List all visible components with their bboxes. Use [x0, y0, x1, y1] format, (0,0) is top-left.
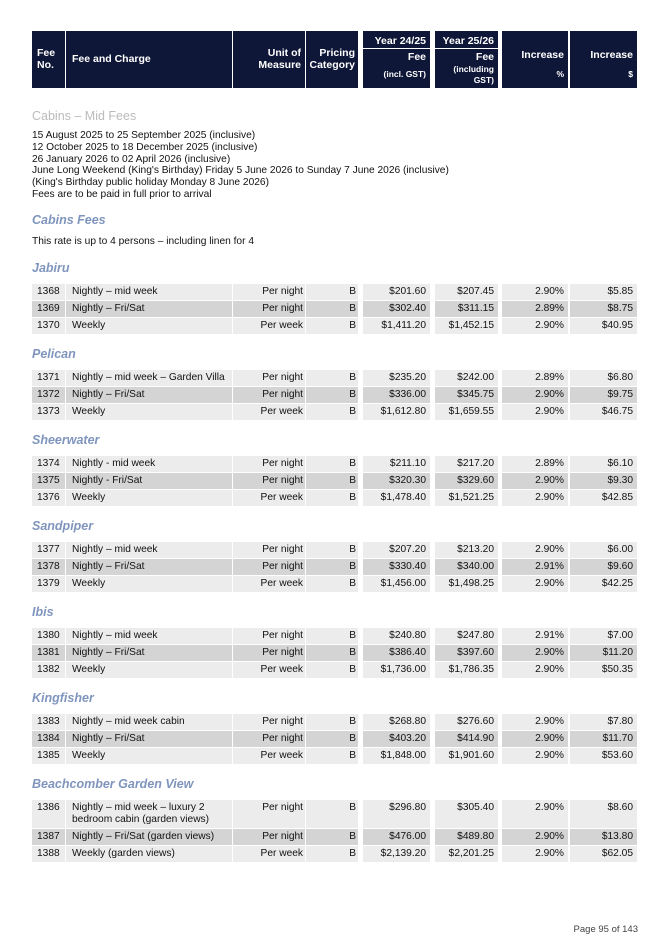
- cell-name: [66, 284, 232, 300]
- header-cell-fee-and-charge: [66, 31, 232, 88]
- cell-y1: $240.80: [363, 628, 430, 644]
- cell-no: 1373: [32, 404, 65, 420]
- cell-cat: B: [306, 748, 358, 764]
- cell-y2: $397.60: [435, 645, 498, 661]
- cell-unit: Per night: [233, 628, 305, 644]
- cell-cat: B: [306, 318, 358, 334]
- cell-name: [66, 318, 232, 334]
- cell-pct: 2.90%: [502, 318, 568, 334]
- cell-name: [66, 559, 232, 575]
- fee-name-line: Nightly – Fri/Sat: [72, 647, 145, 658]
- cell-amt: $62.05: [570, 846, 637, 862]
- cell-amt: $40.95: [570, 318, 637, 334]
- cell-amt: $11.70: [570, 731, 637, 747]
- section-title: Sheerwater: [32, 433, 100, 447]
- header-cell-unit-of-measure: [233, 31, 305, 88]
- cell-y2: $217.20: [435, 456, 498, 472]
- cell-pct: 2.90%: [502, 542, 568, 558]
- fee-name-line: Nightly – mid week: [72, 286, 158, 297]
- fee-name-line: Nightly - mid week: [72, 458, 156, 469]
- header-cell-increase-amt: [570, 31, 637, 88]
- cell-pct: 2.90%: [502, 490, 568, 506]
- cell-unit: Per week: [233, 576, 305, 592]
- cell-name: [66, 387, 232, 403]
- intro-line: 26 January 2026 to 02 April 2026 (inclusive): [32, 153, 231, 165]
- cell-y1: $201.60: [363, 284, 430, 300]
- fee-name-line: Weekly (garden views): [72, 848, 175, 859]
- cell-name: [66, 473, 232, 489]
- cell-pct: 2.90%: [502, 645, 568, 661]
- cell-cat: B: [306, 576, 358, 592]
- cell-name: [66, 748, 232, 764]
- cell-y1: $268.80: [363, 714, 430, 730]
- fee-name-line: Nightly – mid week: [72, 544, 158, 555]
- intro-line: (King's Birthday public holiday Monday 8 June 2026): [32, 177, 269, 189]
- cell-pct: 2.90%: [502, 473, 568, 489]
- header-cell-year-2425: [363, 31, 430, 88]
- cell-unit: Per week: [233, 318, 305, 334]
- header-fee-no-line2: No.: [37, 58, 54, 71]
- fee-name-line: Weekly: [72, 578, 106, 589]
- cell-amt: $9.60: [570, 559, 637, 575]
- fee-name-line: Weekly: [72, 664, 106, 675]
- cell-amt: $9.75: [570, 387, 637, 403]
- cell-pct: 2.90%: [502, 576, 568, 592]
- cell-y1: $1,612.80: [363, 404, 430, 420]
- cell-cat: B: [306, 370, 358, 386]
- cell-name: [66, 800, 232, 828]
- intro-line: 12 October 2025 to 18 December 2025 (inclusive): [32, 141, 258, 153]
- cell-unit: Per night: [233, 542, 305, 558]
- intro-title: Cabins – Mid Fees: [32, 109, 137, 123]
- cell-y1: $476.00: [363, 829, 430, 845]
- cell-y2: $329.60: [435, 473, 498, 489]
- cell-no: 1379: [32, 576, 65, 592]
- cell-no: 1370: [32, 318, 65, 334]
- section-title: Ibis: [32, 605, 54, 619]
- header-increase-pct-sub: %: [556, 69, 564, 79]
- cell-unit: Per night: [233, 714, 305, 730]
- cell-unit: Per night: [233, 370, 305, 386]
- cell-y1: $1,848.00: [363, 748, 430, 764]
- cell-y2: $1,786.35: [435, 662, 498, 678]
- cell-y1: $1,736.00: [363, 662, 430, 678]
- cell-no: 1375: [32, 473, 65, 489]
- cell-y2: $213.20: [435, 542, 498, 558]
- section-title: Jabiru: [32, 261, 70, 275]
- intro-line: Fees are to be paid in full prior to arrival: [32, 188, 212, 200]
- cell-amt: $7.80: [570, 714, 637, 730]
- header-y2425-sub: (incl. GST): [383, 69, 426, 79]
- fee-name-line: Weekly: [72, 750, 106, 761]
- cell-pct: 2.90%: [502, 800, 568, 828]
- cell-unit: Per night: [233, 387, 305, 403]
- cell-pct: 2.89%: [502, 301, 568, 317]
- cell-pct: 2.90%: [502, 284, 568, 300]
- header-cell-fee-no: [32, 31, 65, 88]
- cell-y1: $336.00: [363, 387, 430, 403]
- header-fee-no-line1: Fee: [37, 47, 56, 59]
- cell-name: [66, 662, 232, 678]
- cell-name: [66, 301, 232, 317]
- cabins-fees-note: This rate is up to 4 persons – including linen for 4: [32, 236, 254, 247]
- cell-amt: $6.00: [570, 542, 637, 558]
- cell-no: 1383: [32, 714, 65, 730]
- cell-pct: 2.91%: [502, 628, 568, 644]
- header-cell-increase-pct: [502, 31, 568, 88]
- cell-y1: $296.80: [363, 800, 430, 828]
- cell-cat: B: [306, 800, 358, 828]
- fee-name-line: Nightly – mid week: [72, 630, 158, 641]
- fee-name-line: Nightly – mid week cabin: [72, 716, 185, 727]
- cell-y1: $1,411.20: [363, 318, 430, 334]
- intro-line: 15 August 2025 to 25 September 2025 (inclusive): [32, 130, 256, 141]
- cell-name: [66, 714, 232, 730]
- cell-cat: B: [306, 284, 358, 300]
- cell-cat: B: [306, 456, 358, 472]
- section-title: Pelican: [32, 347, 76, 361]
- cell-name: [66, 576, 232, 592]
- cell-amt: $42.85: [570, 490, 637, 506]
- cell-no: 1380: [32, 628, 65, 644]
- cell-cat: B: [306, 542, 358, 558]
- cell-unit: Per night: [233, 645, 305, 661]
- cell-unit: Per week: [233, 846, 305, 862]
- header-pricing-line2: Category: [309, 58, 355, 71]
- cell-y2: $1,521.25: [435, 490, 498, 506]
- cell-y1: $207.20: [363, 542, 430, 558]
- cell-name: [66, 846, 232, 862]
- cell-no: 1374: [32, 456, 65, 472]
- cell-y2: $345.75: [435, 387, 498, 403]
- cell-unit: Per week: [233, 748, 305, 764]
- fee-name-line: Nightly – Fri/Sat: [72, 389, 145, 400]
- cell-y2: $414.90: [435, 731, 498, 747]
- header-y2526-fee: Fee: [475, 51, 494, 63]
- header-y2425-fee: Fee: [407, 51, 426, 63]
- header-increase-amt-sub: $: [628, 69, 633, 79]
- cell-cat: B: [306, 490, 358, 506]
- header-unit-line1: Unit of: [267, 47, 301, 59]
- cell-pct: 2.90%: [502, 748, 568, 764]
- cell-no: 1385: [32, 748, 65, 764]
- header-pricing-line1: Pricing: [319, 47, 355, 59]
- cell-name: [66, 542, 232, 558]
- header-y2526-sub-line1: (including: [453, 64, 494, 74]
- cell-y2: $489.80: [435, 829, 498, 845]
- header-unit-line2: Measure: [258, 58, 301, 71]
- cell-y1: $1,478.40: [363, 490, 430, 506]
- cell-pct: 2.89%: [502, 456, 568, 472]
- cell-no: 1376: [32, 490, 65, 506]
- cell-amt: $13.80: [570, 829, 637, 845]
- cell-unit: Per night: [233, 301, 305, 317]
- header-y2425-top: Year 24/25: [374, 35, 426, 47]
- cell-name: [66, 829, 232, 845]
- cell-pct: 2.90%: [502, 829, 568, 845]
- cell-cat: B: [306, 473, 358, 489]
- section-title: Kingfisher: [32, 691, 94, 705]
- cell-name: [66, 370, 232, 386]
- cell-amt: $5.85: [570, 284, 637, 300]
- header-increase-amt: Increase: [590, 49, 633, 61]
- cell-amt: $11.20: [570, 645, 637, 661]
- cell-cat: B: [306, 404, 358, 420]
- cell-y1: $1,456.00: [363, 576, 430, 592]
- fee-name-line: Nightly – Fri/Sat: [72, 561, 145, 572]
- cell-no: 1382: [32, 662, 65, 678]
- fee-name-line: bedroom cabin (garden views): [72, 814, 210, 825]
- cell-unit: Per night: [233, 829, 305, 845]
- header-cell-pricing-category: [306, 31, 358, 88]
- cell-y2: $276.60: [435, 714, 498, 730]
- cell-pct: 2.90%: [502, 404, 568, 420]
- cell-name: [66, 645, 232, 661]
- cell-cat: B: [306, 559, 358, 575]
- cell-y1: $302.40: [363, 301, 430, 317]
- cell-no: 1368: [32, 284, 65, 300]
- cell-y2: $305.40: [435, 800, 498, 828]
- cell-cat: B: [306, 628, 358, 644]
- cell-amt: $46.75: [570, 404, 637, 420]
- cell-cat: B: [306, 829, 358, 845]
- cell-no: 1384: [32, 731, 65, 747]
- cell-no: 1378: [32, 559, 65, 575]
- cell-no: 1387: [32, 829, 65, 845]
- cell-no: 1381: [32, 645, 65, 661]
- intro-date-lines: [32, 130, 449, 201]
- cell-cat: B: [306, 731, 358, 747]
- header-increase-pct: Increase: [521, 49, 564, 61]
- cell-y2: $242.00: [435, 370, 498, 386]
- cell-pct: 2.89%: [502, 370, 568, 386]
- cabins-fees-title: Cabins Fees: [32, 213, 106, 227]
- cell-amt: $8.75: [570, 301, 637, 317]
- header-y2526-sub-line2: GST): [473, 74, 494, 85]
- cell-y2: $1,659.55: [435, 404, 498, 420]
- cell-pct: 2.90%: [502, 731, 568, 747]
- cell-amt: $50.35: [570, 662, 637, 678]
- cell-unit: Per week: [233, 662, 305, 678]
- cell-cat: B: [306, 387, 358, 403]
- fee-name-line: Nightly – mid week – Garden Villa: [72, 372, 225, 383]
- fee-name-line: Nightly – Fri/Sat: [72, 303, 145, 314]
- cell-y1: $403.20: [363, 731, 430, 747]
- cell-y2: $207.45: [435, 284, 498, 300]
- cell-y2: $1,901.60: [435, 748, 498, 764]
- fee-name-line: Weekly: [72, 320, 106, 331]
- fee-name-line: Nightly - Fri/Sat: [72, 475, 143, 486]
- page-number: Page 95 of 143: [573, 924, 638, 935]
- cell-cat: B: [306, 714, 358, 730]
- cell-y2: $1,452.15: [435, 318, 498, 334]
- cell-y2: $311.15: [435, 301, 498, 317]
- fee-name-line: Weekly: [72, 406, 106, 417]
- header-y2526-top: Year 25/26: [442, 35, 494, 47]
- cell-y2: $340.00: [435, 559, 498, 575]
- cell-y2: $2,201.25: [435, 846, 498, 862]
- cell-pct: 2.90%: [502, 387, 568, 403]
- cell-name: [66, 404, 232, 420]
- cell-unit: Per night: [233, 284, 305, 300]
- cell-unit: Per night: [233, 559, 305, 575]
- cell-amt: $8.60: [570, 800, 637, 828]
- cell-cat: B: [306, 645, 358, 661]
- cell-y1: $320.30: [363, 473, 430, 489]
- cell-name: [66, 731, 232, 747]
- intro-line: June Long Weekend (King's Birthday) Friday 5 June 2026 to Sunday 7 June 2026 (inclusive): [32, 165, 449, 177]
- cell-y2: $1,498.25: [435, 576, 498, 592]
- cell-unit: Per night: [233, 731, 305, 747]
- cell-y1: $386.40: [363, 645, 430, 661]
- cell-y1: $330.40: [363, 559, 430, 575]
- cell-amt: $7.00: [570, 628, 637, 644]
- cell-y1: $235.20: [363, 370, 430, 386]
- cell-unit: Per week: [233, 404, 305, 420]
- section-title: Sandpiper: [32, 519, 94, 533]
- cell-no: 1369: [32, 301, 65, 317]
- cell-unit: Per night: [233, 473, 305, 489]
- fee-name-line: Nightly – Fri/Sat (garden views): [72, 831, 215, 842]
- cell-amt: $6.10: [570, 456, 637, 472]
- cell-y1: $211.10: [363, 456, 430, 472]
- fee-name-line: Weekly: [72, 492, 106, 503]
- cell-no: 1371: [32, 370, 65, 386]
- cell-cat: B: [306, 846, 358, 862]
- cell-y1: $2,139.20: [363, 846, 430, 862]
- cell-cat: B: [306, 662, 358, 678]
- cell-no: 1372: [32, 387, 65, 403]
- cell-amt: $9.30: [570, 473, 637, 489]
- cell-pct: 2.90%: [502, 846, 568, 862]
- cell-name: [66, 628, 232, 644]
- cell-no: 1377: [32, 542, 65, 558]
- section-title: Beachcomber Garden View: [32, 777, 194, 791]
- cell-no: 1388: [32, 846, 65, 862]
- cell-unit: Per week: [233, 490, 305, 506]
- cell-unit: Per night: [233, 800, 305, 828]
- cell-name: [66, 490, 232, 506]
- cell-pct: 2.90%: [502, 714, 568, 730]
- cell-amt: $42.25: [570, 576, 637, 592]
- cell-pct: 2.90%: [502, 662, 568, 678]
- cell-unit: Per night: [233, 456, 305, 472]
- cell-y2: $247.80: [435, 628, 498, 644]
- fee-name-line: Nightly – Fri/Sat: [72, 733, 145, 744]
- cell-amt: $53.60: [570, 748, 637, 764]
- header-fee-and-charge: Fee and Charge: [72, 53, 151, 65]
- cell-cat: B: [306, 301, 358, 317]
- fee-name-line: Nightly – mid week – luxury 2: [72, 802, 205, 813]
- cell-pct: 2.91%: [502, 559, 568, 575]
- header-cell-year-2526: [435, 31, 498, 88]
- cell-amt: $6.80: [570, 370, 637, 386]
- cell-no: 1386: [32, 800, 65, 828]
- cell-name: [66, 456, 232, 472]
